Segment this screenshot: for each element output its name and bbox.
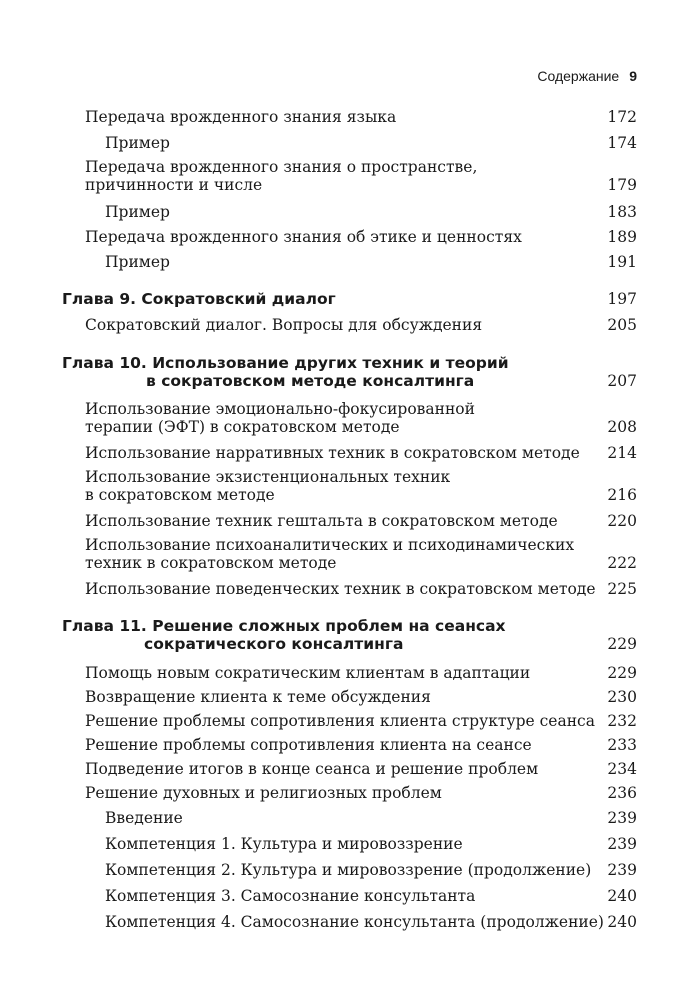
toc-entry: [62, 688, 637, 706]
toc-entry: [62, 108, 637, 126]
chapter-title: Глава 9. Сократовский диалог: [62, 290, 336, 308]
toc-entry-title: Пример: [105, 253, 170, 271]
toc-entry: [62, 913, 637, 931]
toc-entry-title: Пример: [105, 134, 170, 152]
toc-entry-page: 236: [607, 784, 637, 802]
toc-entry-page: 234: [607, 760, 637, 778]
toc-entry-title: Использование эмоционально-фокусированной: [85, 400, 475, 418]
toc-entry-title: Введение: [105, 809, 183, 827]
toc-entry-title: Использование нарративных техник в сократовском методе: [85, 444, 580, 462]
toc-entry-title: Передача врожденного знания языка: [85, 108, 397, 126]
toc-entry: [62, 316, 637, 334]
toc-entry-title-cont: причинности и числе: [85, 176, 263, 194]
toc-entry-page: 183: [607, 203, 637, 221]
toc-entry-title-cont: терапии (ЭФТ) в сократовском методе: [85, 418, 400, 436]
toc-entry-page: 225: [607, 580, 637, 598]
toc-entry-page: 229: [607, 664, 637, 682]
toc-entry: [62, 887, 637, 905]
chapter-page: 197: [607, 290, 637, 308]
toc-entry-title: Помощь новым сократическим клиентам в адаптации: [85, 664, 531, 682]
toc-entry-page: 205: [607, 316, 637, 334]
toc-entry: [62, 536, 637, 572]
toc-entry-page: 230: [607, 688, 637, 706]
toc-entry-title: Компетенция 3. Самосознание консультанта: [105, 887, 476, 905]
toc-entry-page: 214: [607, 444, 637, 462]
toc-entry-title: Компетенция 4. Самосознание консультанта (продолжение): [105, 913, 604, 931]
toc-entry-title: Решение проблемы сопротивления клиента на сеансе: [85, 736, 532, 754]
toc-entry-title: Сократовский диалог. Вопросы для обсуждения: [85, 316, 483, 334]
toc-entry-page: 222: [607, 554, 637, 572]
toc-entry: [62, 228, 637, 246]
toc-entry-title: Решение проблемы сопротивления клиента структуре сеанса: [85, 712, 595, 730]
toc-entry: [62, 253, 637, 271]
toc-entry: [62, 158, 637, 194]
toc-entry-page: 208: [607, 418, 637, 436]
toc-entry-title: Использование техник гештальта в сократовском методе: [85, 512, 558, 530]
toc-entry-title: Пример: [105, 203, 170, 221]
toc-entry-page: 232: [607, 712, 637, 730]
running-header: [537, 68, 637, 84]
toc-entry-page: 239: [607, 809, 637, 827]
chapter-heading: [62, 290, 637, 308]
toc-entry-title-cont: техник в сократовском методе: [85, 554, 337, 572]
toc-entry-title: Компетенция 2. Культура и мировоззрение (продолжение): [105, 861, 592, 879]
toc-entry-title: Передача врожденного знания о пространстве,: [85, 158, 478, 176]
chapter-page: 207: [607, 372, 637, 390]
toc-entry-page: 172: [607, 108, 637, 126]
chapter-page: 229: [607, 635, 637, 653]
toc-entry-page: 179: [607, 176, 637, 194]
toc-entry: [62, 835, 637, 853]
toc-entry-title: Возвращение клиента к теме обсуждения: [85, 688, 431, 706]
toc-entry: [62, 784, 637, 802]
chapter-heading: [62, 354, 637, 390]
chapter-heading: [62, 617, 637, 653]
toc-entry-title: Использование экзистенциональных техник: [85, 468, 451, 486]
toc-entry-page: 233: [607, 736, 637, 754]
toc-entry-title-cont: в сократовском методе: [85, 486, 275, 504]
toc-entry: [62, 664, 637, 682]
toc-entry: [62, 400, 637, 436]
chapter-title: Глава 10. Использование других техник и теорий: [62, 354, 509, 372]
toc-entry: [62, 468, 637, 504]
toc-entry-page: 220: [607, 512, 637, 530]
toc-entry: [62, 861, 637, 879]
toc-entry-title: Решение духовных и религиозных проблем: [85, 784, 442, 802]
toc-entry-page: 240: [607, 913, 637, 931]
page-number: 9: [629, 68, 637, 84]
toc-entry-title: Компетенция 1. Культура и мировоззрение: [105, 835, 463, 853]
toc-entry: [62, 134, 637, 152]
chapter-title-cont: сократического консалтинга: [144, 635, 404, 653]
toc-entry: [62, 712, 637, 730]
toc-entry-page: 239: [607, 861, 637, 879]
toc-entry: [62, 809, 637, 827]
toc-entry-page: 174: [607, 134, 637, 152]
chapter-title-cont: в сократовском методе консалтинга: [146, 372, 475, 390]
toc-entry: [62, 760, 637, 778]
toc-entry-title: Подведение итогов в конце сеанса и решение проблем: [85, 760, 539, 778]
toc-entry-page: 240: [607, 887, 637, 905]
toc-entry: [62, 203, 637, 221]
toc-entry-title: Передача врожденного знания об этике и ценностях: [85, 228, 522, 246]
toc-entry-page: 191: [607, 253, 637, 271]
toc-entry: [62, 444, 637, 462]
toc-entry: [62, 512, 637, 530]
toc-entry: [62, 580, 637, 598]
toc-entry-page: 189: [607, 228, 637, 246]
toc-entry-page: 239: [607, 835, 637, 853]
toc-entry-page: 216: [607, 486, 637, 504]
toc-entry: [62, 736, 637, 754]
toc-entry-title: Использование поведенческих техник в сократовском методе: [85, 580, 596, 598]
chapter-title: Глава 11. Решение сложных проблем на сеансах: [62, 617, 506, 635]
toc-entry-title: Использование психоаналитических и психодинамических: [85, 536, 575, 554]
section-title: Содержание: [537, 68, 620, 84]
